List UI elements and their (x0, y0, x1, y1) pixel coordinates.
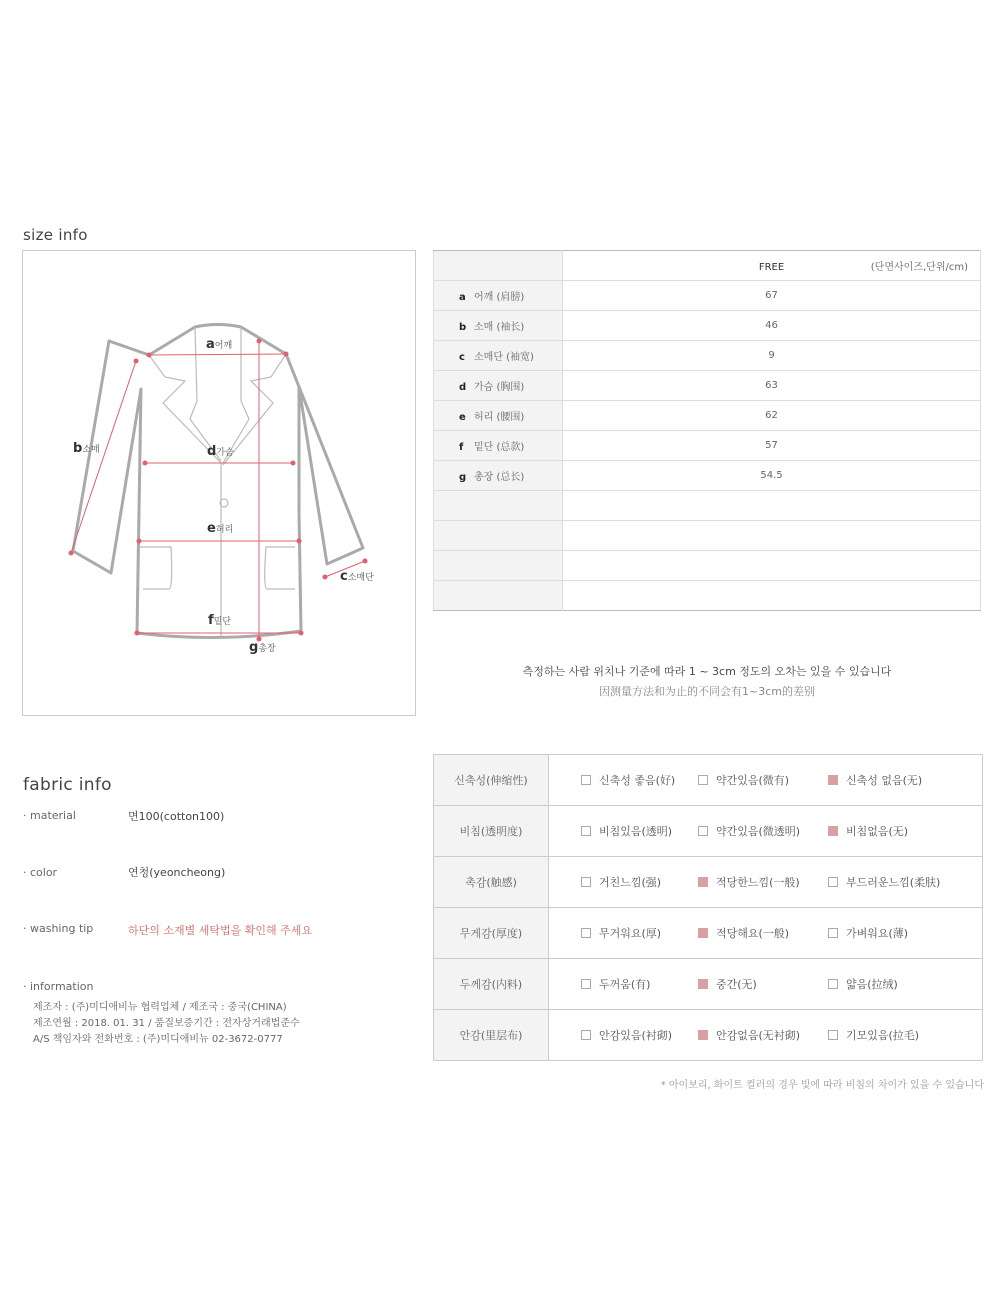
fabric-category: 신축성(伸缩性) (434, 755, 549, 806)
fabric-option (698, 823, 800, 839)
measure-note-ko: 측정하는 사람 위치나 기준에 따라 1 ~ 3cm 정도의 오차는 있을 수 있습니다 (522, 665, 892, 678)
fabric-options (549, 908, 983, 959)
table-row: b 소매 (袖长) 46 (434, 311, 981, 341)
table-row: c 소매단 (袖宽) 9 (434, 341, 981, 371)
color-label: · color (23, 866, 58, 879)
label-c: c소매단 (340, 569, 374, 584)
fabric-option (581, 823, 672, 839)
fabric-category: 비침(透明度) (434, 806, 549, 857)
fabric-option-label: 약간있음(微透明) (716, 825, 801, 838)
fabric-category: 무게감(厚度) (434, 908, 549, 959)
fabric-option-label: 부드러운느낌(柔肤) (846, 876, 941, 889)
fabric-row (434, 959, 983, 1010)
size-table (433, 250, 981, 611)
fabric-option-label: 안감없음(无衬砌) (716, 1029, 801, 1042)
fabric-row (434, 908, 983, 959)
fabric-option-label: 안감있음(衬砌) (599, 1029, 673, 1042)
material-value: 면100(cotton100) (128, 810, 225, 823)
fabric-option (581, 976, 650, 992)
empty-box-icon (581, 877, 591, 887)
fabric-option (828, 823, 908, 839)
fabric-option-label: 중간(无) (716, 978, 757, 991)
fabric-option (698, 976, 757, 992)
checked-box-icon (828, 775, 838, 785)
empty-box-icon (828, 979, 838, 989)
fabric-option (581, 874, 661, 890)
fabric-row (434, 755, 983, 806)
fabric-row (434, 857, 983, 908)
table-row-empty (434, 521, 981, 551)
label-a: a어깨 (206, 337, 233, 352)
unit-note: (단면사이즈,단위/cm) (870, 262, 968, 273)
color-footnote: * 아이보리, 화이트 컬러의 경우 빛에 따라 비침의 차이가 있을 수 있습니다 (660, 1080, 984, 1091)
coat-diagram (23, 251, 417, 717)
fabric-option-label: 얇음(拉绒) (846, 978, 898, 991)
fabric-option-label: 기모있음(拉毛) (846, 1029, 920, 1042)
empty-box-icon (698, 826, 708, 836)
table-row: e 허리 (腰围) 62 (434, 401, 981, 431)
fabric-option (828, 772, 922, 788)
size-info-title: size info (23, 226, 88, 244)
fabric-category: 촉감(触感) (434, 857, 549, 908)
fabric-option (828, 874, 940, 890)
fabric-options (549, 806, 983, 857)
washing-value: 하단의 소재별 세탁법을 확인해 주세요 (128, 924, 313, 937)
checked-box-icon (698, 979, 708, 989)
fabric-options (549, 857, 983, 908)
table-row-empty (434, 491, 981, 521)
info-line: 제조연월 : 2018. 01. 31 / 품질보증기간 : 전자상거래법준수 (33, 1018, 300, 1029)
empty-box-icon (581, 775, 591, 785)
fabric-option-label: 비침없음(无) (846, 825, 909, 838)
fabric-option (828, 976, 898, 992)
checked-box-icon (698, 1030, 708, 1040)
label-f: f밑단 (208, 613, 232, 628)
fabric-option-label: 약간있음(微有) (716, 774, 790, 787)
label-d: d가슴 (207, 444, 234, 459)
fabric-row (434, 1010, 983, 1061)
fabric-option (698, 772, 789, 788)
table-row-empty (434, 581, 981, 611)
empty-box-icon (698, 775, 708, 785)
washing-label: · washing tip (23, 922, 94, 935)
fabric-option-label: 비침있음(透明) (599, 825, 673, 838)
table-row: g 총장 (总长) 54.5 (434, 461, 981, 491)
fabric-option-label: 신축성 좋음(好) (599, 774, 676, 787)
empty-box-icon (581, 928, 591, 938)
color-value: 연청(yeoncheong) (128, 866, 226, 879)
table-row: d 가슴 (胸围) 63 (434, 371, 981, 401)
measure-note-cn: 因测量方法和为止的不同会有1~3cm的差别 (599, 685, 815, 698)
fabric-option (581, 925, 661, 941)
garment-illustration (22, 250, 416, 716)
fabric-row (434, 806, 983, 857)
size-header: FREE (758, 262, 785, 273)
fabric-options (549, 755, 983, 806)
material-label: · material (23, 809, 76, 822)
fabric-option-label: 적당해요(一般) (716, 927, 790, 940)
checked-box-icon (828, 826, 838, 836)
empty-box-icon (581, 826, 591, 836)
empty-box-icon (828, 928, 838, 938)
table-row: a 어깨 (肩膀) 67 (434, 281, 981, 311)
fabric-category: 안감(里层布) (434, 1010, 549, 1061)
fabric-option-label: 가벼워요(薄) (846, 927, 909, 940)
fabric-option-label: 무거워요(厚) (599, 927, 662, 940)
label-g: g총장 (249, 640, 276, 655)
checked-box-icon (698, 877, 708, 887)
info-line: A/S 책임자와 전화번호 : (주)미디애비뉴 02-3672-0777 (33, 1034, 283, 1045)
fabric-option-label: 거친느낌(强) (599, 876, 662, 889)
fabric-option (828, 1027, 919, 1043)
empty-box-icon (828, 1030, 838, 1040)
fabric-option (581, 772, 675, 788)
size-table-header (434, 251, 981, 281)
fabric-option-label: 적당한느낌(一般) (716, 876, 800, 889)
empty-box-icon (581, 979, 591, 989)
empty-box-icon (581, 1030, 591, 1040)
fabric-option (828, 925, 908, 941)
table-row-empty (434, 551, 981, 581)
fabric-option (581, 1027, 672, 1043)
information-lines (33, 1000, 300, 1048)
empty-box-icon (828, 877, 838, 887)
information-label: · information (23, 980, 94, 993)
info-line: 제조자 : (주)미디애비뉴 협력업체 / 제조국 : 중국(CHINA) (33, 1002, 287, 1013)
table-row: f 밑단 (总款) 57 (434, 431, 981, 461)
fabric-category: 두께감(内料) (434, 959, 549, 1010)
label-b: b소매 (73, 441, 100, 456)
fabric-option-label: 신축성 없음(无) (846, 774, 923, 787)
fabric-option (698, 1027, 800, 1043)
fabric-option-label: 두꺼움(有) (599, 978, 651, 991)
fabric-info-title: fabric info (23, 775, 112, 795)
fabric-option (698, 874, 800, 890)
fabric-option (698, 925, 789, 941)
fabric-options (549, 1010, 983, 1061)
label-e: e허리 (207, 521, 234, 536)
fabric-table (433, 754, 983, 1061)
checked-box-icon (698, 928, 708, 938)
fabric-options (549, 959, 983, 1010)
